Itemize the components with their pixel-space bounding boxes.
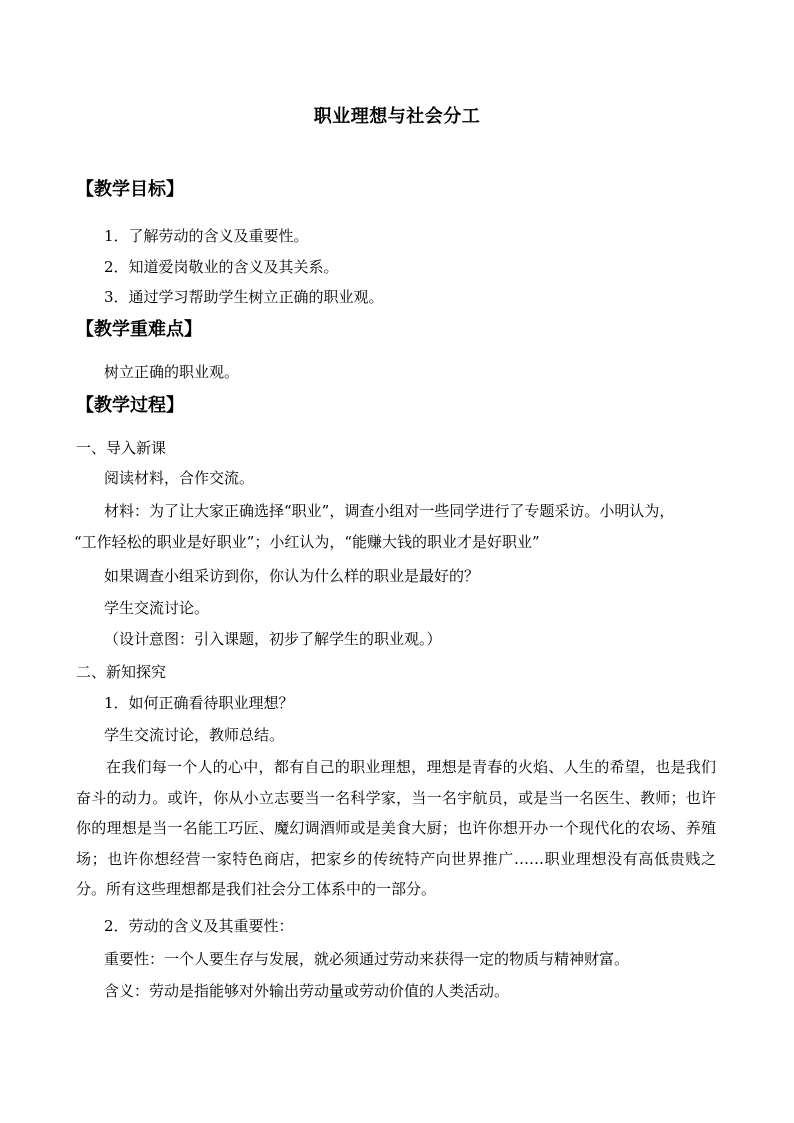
question-2: 2．劳动的含义及其重要性： xyxy=(104,917,294,935)
question-1: 1．如何正确看待职业理想？ xyxy=(104,694,294,712)
page-title: 职业理想与社会分工 xyxy=(313,106,481,127)
part1-reading: 阅读材料，合作交流。 xyxy=(104,469,255,487)
process-heading: 【教学过程】 xyxy=(76,395,184,416)
importance-text: 重要性：一个人要生存与发展，就必须通过劳动来获得一定的物质与精神财富。 xyxy=(104,950,630,968)
question-1-summary: 学生交流讨论，教师总结。 xyxy=(104,726,285,744)
goal-item-2: 2．知道爱岗敬业的含义及其关系。 xyxy=(104,258,339,276)
key-points-text: 树立正确的职业观。 xyxy=(104,363,240,381)
discussion-text: 学生交流讨论。 xyxy=(104,599,210,617)
goal-item-1: 1．了解劳动的含义及重要性。 xyxy=(104,227,309,245)
career-ideal-paragraph: 在我们每一个人的心中，都有自己的职业理想，理想是青春的火焰、人生的希望，也是我们奋斗的动力。或许，你从小立志要当一名科学家，当一名宇航员，或是当一名医生、教师；也许你的理想是当一名能工巧匠、魔幻调酒师或是美食大厨；也许你想开办一个现代化的农场、养殖场；也许你想经营一家特色商店，把家乡的传统特产向世界推广……职业理想没有高低贵贱之分。所有这些理想都是我们社会分工体系中的一部分。 xyxy=(76,758,716,898)
material-line-2: “工作轻松的职业是好职业”；小红认为，“能赚大钱的职业才是好职业” xyxy=(74,533,540,551)
part2-heading: 二、新知探究 xyxy=(76,663,167,681)
question-text: 如果调查小组采访到你，你认为什么样的职业是最好的？ xyxy=(104,567,480,585)
key-points-heading: 【教学重难点】 xyxy=(76,319,202,340)
meaning-text: 含义：劳动是指能够对外输出劳动量或劳动价值的人类活动。 xyxy=(104,982,510,1000)
goals-heading: 【教学目标】 xyxy=(76,179,184,200)
part1-heading: 一、导入新课 xyxy=(76,439,167,457)
design-note: （设计意图：引入课题，初步了解学生的职业观。） xyxy=(104,630,442,648)
material-line-1: 材料：为了让大家正确选择“职业”，调查小组对一些同学进行了专题采访。小明认为， xyxy=(104,502,675,520)
goal-item-3: 3．通过学习帮助学生树立正确的职业观。 xyxy=(104,288,384,306)
